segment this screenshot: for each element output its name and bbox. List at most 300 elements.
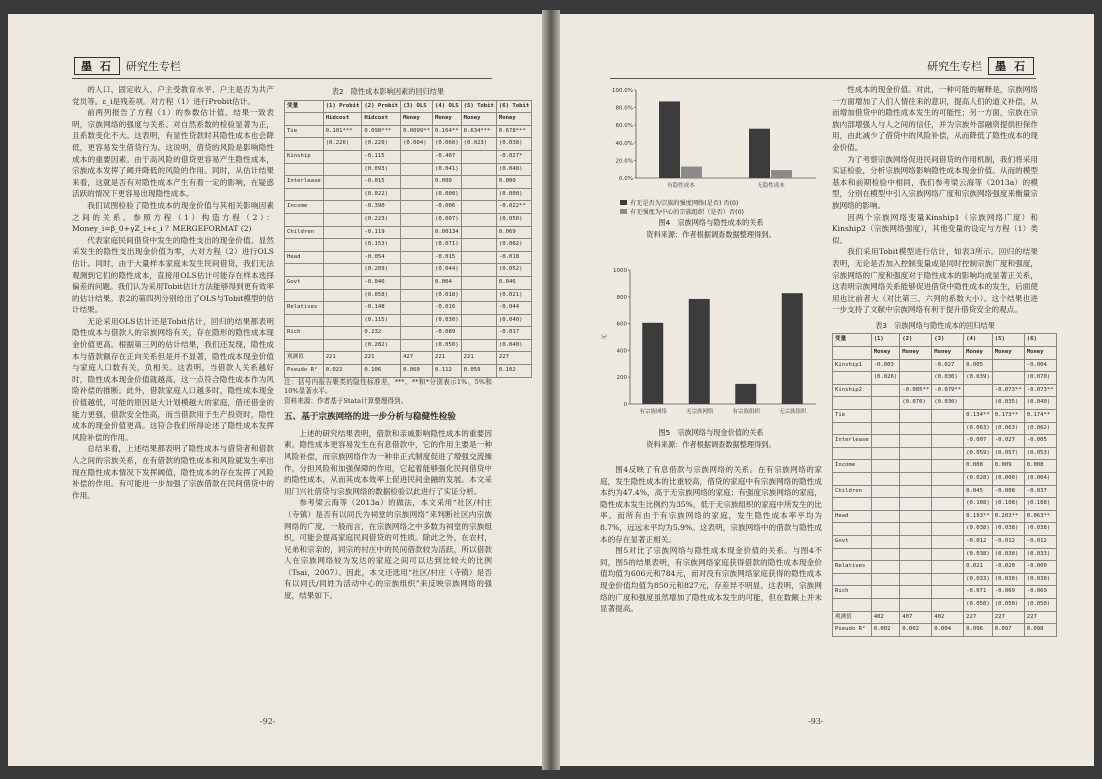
- table-cell: (0.059): [964, 447, 993, 460]
- table-cell: 变量: [833, 334, 872, 347]
- table-cell: (0.153): [362, 239, 401, 252]
- table-cell: (0.050): [964, 598, 993, 611]
- table-cell: [401, 314, 433, 327]
- table-cell: [323, 314, 362, 327]
- table-cell: (0.229): [362, 138, 401, 151]
- table-cell: [871, 485, 900, 498]
- table-row: [285, 150, 532, 163]
- table-cell: (3) OLS: [401, 100, 433, 113]
- header-rule: [72, 78, 492, 79]
- table-cell: (0.071): [433, 239, 462, 252]
- x-tick-label: 无隐性成本: [757, 183, 785, 189]
- table-cell: 0.173**: [992, 410, 1024, 423]
- table-cell: -0.089: [433, 327, 462, 340]
- table-cell: (0.039): [964, 372, 993, 385]
- left-column-2: [284, 84, 530, 602]
- table-cell: Money: [433, 113, 462, 126]
- table-cell: [900, 535, 932, 548]
- table-cell: (0.035): [992, 397, 1024, 410]
- table-cell: (0.226): [323, 138, 362, 151]
- table-cell: (0.108): [1024, 498, 1056, 511]
- table-cell: 0.059: [461, 365, 496, 378]
- table-cell: Pseudo R²: [285, 365, 324, 378]
- x-tick-label: 有宗族网络: [639, 409, 668, 415]
- table-cell: -0.004: [1024, 359, 1056, 372]
- table-cell: -0.015: [362, 176, 401, 189]
- table-cell: [461, 150, 496, 163]
- table-cell: [833, 397, 872, 410]
- table-cell: (0.022): [362, 188, 401, 201]
- table-cell: 变量: [285, 100, 324, 113]
- table-row: [833, 573, 1057, 586]
- table-cell: Head: [833, 510, 872, 523]
- section-name-right: 研究生专栏: [927, 60, 983, 73]
- table-cell: [461, 302, 496, 315]
- figure5-source: 资料来源：作者根据调查数据整理得到。: [646, 440, 776, 449]
- journal-brand: 墨 石: [74, 57, 120, 75]
- table-cell: 0.009: [992, 460, 1024, 473]
- table-row: [285, 226, 532, 239]
- legend-item-1: [620, 198, 822, 207]
- table-cell: Money: [461, 113, 496, 126]
- table-cell: [900, 586, 932, 599]
- y-tick-label: 0: [623, 402, 627, 408]
- table-cell: 0.063**: [1024, 510, 1056, 523]
- table-row: [285, 264, 532, 277]
- table-row: [833, 624, 1057, 637]
- table-cell: 0.634***: [461, 125, 496, 138]
- table-cell: (1): [871, 334, 900, 347]
- table-cell: [871, 384, 900, 397]
- table-row: [285, 251, 532, 264]
- table-cell: (0.062): [1024, 422, 1056, 435]
- table-cell: Govt: [285, 276, 324, 289]
- table-cell: 0.005: [964, 359, 993, 372]
- table-row: [285, 213, 532, 226]
- table-cell: [323, 251, 362, 264]
- table-cell: [932, 598, 964, 611]
- table-cell: [401, 213, 433, 226]
- bar: [782, 293, 803, 404]
- table-cell: [401, 226, 433, 239]
- table-cell: (2) Probit: [362, 100, 401, 113]
- table-cell: 402: [871, 611, 900, 624]
- right-col1-paragraph: 图5对比了宗族网络与隐性成本现金价值的关系。与图4不同，图5的结果表明，有宗族网络家庭获得借款的隐性成本现金价值均值为606元和784元，而对没有宗族网络家庭获得的隐性成本现金价值均值为850元和827元，存差异不明显。这表明，宗族网络的广度和强度虽然增加了隐性成本发生的可能，但在数额上并未显著提高。: [600, 546, 822, 614]
- right-page: [560, 14, 1094, 766]
- table-row: [285, 125, 532, 138]
- table-cell: [871, 510, 900, 523]
- x-tick-label: 有宗族组织: [732, 409, 761, 415]
- table-row: [285, 339, 532, 352]
- table-cell: [285, 314, 324, 327]
- figure5-chart: [600, 262, 822, 422]
- table-cell: 0.164**: [433, 125, 462, 138]
- table-cell: [932, 447, 964, 460]
- table-cell: [323, 176, 362, 189]
- table-cell: [323, 289, 362, 302]
- table-cell: 0.004: [932, 624, 964, 637]
- table-cell: -0.119: [362, 226, 401, 239]
- table-cell: (6): [1024, 334, 1056, 347]
- right-column-1-text: [600, 464, 822, 615]
- left-col1-paragraph: 的人口、固定收入、户主受教育水平、户主是否为共产党员等。ε_i是残差项。对方程（1）进行Probit估计。: [72, 85, 274, 106]
- figure4-caption: 图4 宗族网络与隐性成本的关系: [658, 218, 764, 227]
- table-cell: (5) Tobit: [461, 100, 496, 113]
- table-cell: [932, 510, 964, 523]
- table-cell: Money: [1024, 347, 1056, 360]
- table-cell: -0.027: [932, 359, 964, 372]
- table-cell: [932, 535, 964, 548]
- table-row: [833, 548, 1057, 561]
- table-cell: (0.038): [496, 138, 531, 151]
- table-cell: [401, 276, 433, 289]
- left-col2-paragraph: 上述的研究结果表明，借款和亲戚影响隐性成本的重要因素。隐性成本更容易发生在有息借款中，它的作用主要是一种风险补偿，而宗族网络作为一种非正式制度促进了增强交流操作，分担风险和加强保障的作用，它起着能够强化民间借贷中的隐性成本，从而其成本效率上促进民间金融的发展。本文采用门兴社借贷与宗族网络的数据检验以此进行了实证分析。: [284, 428, 492, 496]
- table-cell: [833, 422, 872, 435]
- table-cell: -0.073**: [1024, 384, 1056, 397]
- table-cell: (0.050): [496, 213, 531, 226]
- table-cell: Interlease: [833, 435, 872, 448]
- table-cell: Kinship2: [833, 384, 872, 397]
- right-col1-paragraph: 图4反映了有息借款与宗族网络的关系。在有宗族网络的家庭，发生隐性成本的比重较高，借贷的家庭中有宗族网络的隐性成本约为47.4%，高于无宗族网络的家庭；有强度宗族网络的家庭，隐性成本发生比例约为35%，低于无宗族组织的家庭中所发生的比率。而所有由于有宗族网络的家庭，发生隐性成本率平均为8.7%，远远未平均为5.9%。这表明，宗族网络中的借款与隐性成本的存在显著正相关。: [600, 465, 822, 544]
- table-cell: 0.096: [964, 624, 993, 637]
- table-cell: (4): [964, 334, 993, 347]
- table-cell: 观测值: [285, 352, 324, 365]
- table-row: [833, 334, 1057, 347]
- bar: [681, 167, 702, 178]
- table-cell: [323, 188, 362, 201]
- legend-label-1: 有无是否为宗族的强度网络(是否) 否(0): [630, 200, 739, 207]
- table-row: [285, 352, 532, 365]
- table-cell: [871, 473, 900, 486]
- table-cell: [900, 485, 932, 498]
- table-row: [833, 435, 1057, 448]
- table-row: [833, 485, 1057, 498]
- table-cell: (0.004): [401, 138, 433, 151]
- table-row: [285, 327, 532, 340]
- table-cell: [932, 435, 964, 448]
- table-cell: [900, 372, 932, 385]
- table-cell: 0.232: [362, 327, 401, 340]
- left-col2-paragraph: 参考梁云海等（2013a）的做法，本文采用“社区/村庄（寺镇）是否有以同氏为祠堂的宗族网络”来判断社区内宗族网络的广度，一般而言，在宗族网络之中多数为祠堂的宗族组织，可能会提高家庭民间借贷的可性质。除此之外，在农村，兄弟和宗亲的，同宗的村庄中的民间借款较为活跃，所以借款人在宗族网络较为发达的家庭之间可以达到比较大的比例（Tsai，2007）。因此，本文还选用“社区/村庄（寺镇）是否有以同氏/同姓为活动中心的宗族组织”来反映宗族网络的强度，结果如下。: [284, 498, 492, 601]
- table-row: [833, 561, 1057, 574]
- table-row: [833, 359, 1057, 372]
- spine-gutter: [542, 10, 560, 770]
- table-cell: (0.018): [433, 289, 462, 302]
- table-cell: [900, 447, 932, 460]
- left-col1-paragraph: 总结来看，上述结果都表明了隐性成本与借贷者和借款人之间的宗族关系，在有借款的隐性成本和风险就发生率出现在隐性成本情况下发挥阈值，隐性成本的存在发挥了风险补偿的作用。有可能进一步加强了宗族借款在民间借贷中的作用。: [72, 444, 274, 500]
- table-cell: (3): [932, 334, 964, 347]
- section5-body: [284, 428, 492, 602]
- table-cell: [833, 598, 872, 611]
- table-cell: [461, 226, 496, 239]
- table-cell: (0.004): [1024, 473, 1056, 486]
- table-cell: [871, 435, 900, 448]
- table-cell: [401, 176, 433, 189]
- table-cell: [871, 498, 900, 511]
- table-row: [285, 302, 532, 315]
- table-cell: [871, 535, 900, 548]
- table-row: [285, 176, 532, 189]
- table-cell: -0.016: [433, 302, 462, 315]
- table-cell: Hidcost: [323, 113, 362, 126]
- right-page-number: -93-: [808, 717, 824, 726]
- y-tick-label: 100.0%: [612, 88, 633, 94]
- right-running-head: [921, 56, 1034, 76]
- table-cell: (0.041): [433, 163, 462, 176]
- table-cell: -0.006: [433, 201, 462, 214]
- table-cell: [401, 264, 433, 277]
- table-cell: -0.005: [1024, 435, 1056, 448]
- table-cell: [461, 327, 496, 340]
- y-tick-label: 1000: [613, 268, 627, 274]
- table-cell: 0.098***: [362, 125, 401, 138]
- table-cell: (0.044): [433, 264, 462, 277]
- table-cell: [833, 447, 872, 460]
- table-cell: (0.048): [496, 163, 531, 176]
- table-cell: [323, 213, 362, 226]
- table-cell: (0.040): [496, 339, 531, 352]
- left-page-number: -92-: [260, 717, 276, 726]
- table-cell: -0.054: [362, 251, 401, 264]
- table-cell: (0.050): [1024, 598, 1056, 611]
- table-cell: -0.020: [992, 561, 1024, 574]
- table-cell: (0.038): [992, 548, 1024, 561]
- table-row: [833, 347, 1057, 360]
- table-cell: Interlease: [285, 176, 324, 189]
- table-cell: [900, 510, 932, 523]
- table-cell: (0.028): [964, 473, 993, 486]
- table-row: [833, 498, 1057, 511]
- table-cell: [401, 339, 433, 352]
- figure4-source: 资料来源：作者根据调查数据整理得到。: [646, 230, 776, 239]
- table-cell: 0.045: [964, 485, 993, 498]
- table-cell: Kinship1: [833, 359, 872, 372]
- table-cell: [323, 150, 362, 163]
- table-cell: -0.148: [362, 302, 401, 315]
- x-tick-label: 有隐性成本: [667, 183, 695, 189]
- table-cell: (0.070): [900, 397, 932, 410]
- bar: [689, 299, 710, 404]
- table-cell: (0.033): [1024, 548, 1056, 561]
- table-row: [833, 535, 1057, 548]
- table-cell: Money: [932, 347, 964, 360]
- table-cell: (0.026): [871, 372, 900, 385]
- table-cell: 0.098: [1024, 624, 1056, 637]
- table3-title: 表3 宗族网络与隐性成本的回归结果: [875, 320, 995, 330]
- table-cell: [932, 410, 964, 423]
- table-cell: (0.057): [992, 447, 1024, 460]
- table-cell: Pseudo R²: [833, 624, 872, 637]
- table-cell: Tie: [285, 125, 324, 138]
- table-cell: -0.069: [1024, 586, 1056, 599]
- left-column-1: [72, 84, 274, 501]
- table-cell: 0.678***: [496, 125, 531, 138]
- table-cell: (0.209): [362, 264, 401, 277]
- table-cell: (5): [992, 334, 1024, 347]
- y-axis-label: 元: [601, 333, 608, 341]
- bar: [642, 323, 663, 404]
- table-cell: -0.017: [496, 327, 531, 340]
- table-cell: 221: [362, 352, 401, 365]
- left-col1-paragraph: 前两列报告了方程（1）的参数估计值。结果一致表明，宗族网络的强度与关系、对自然系数的检验显著为正，且系数变化不大。这表明，有显性贷款时其隐性成本也会降低，更容易发生借贷行为。这说明，借贷的风险是影响隐性成本的重要因素。由于高风险的借贷更容易产生隐性成本，宗族成本发挥了阈并降低的风险的作用。同时，从估计结果来看，这就是否有对隐性成本产生有着一定的影响，在疑惑活跃的情况下更容易出现隐性成本。: [72, 108, 274, 199]
- table-cell: 221: [461, 352, 496, 365]
- table-cell: (0.040): [496, 314, 531, 327]
- table-row: [833, 523, 1057, 536]
- table-cell: [285, 264, 324, 277]
- table-cell: (0.050): [433, 339, 462, 352]
- table-row: [285, 113, 532, 126]
- table-row: [285, 276, 532, 289]
- table-cell: [461, 176, 496, 189]
- table-cell: [871, 523, 900, 536]
- right-col2-paragraph: 我们采用Tobit模型进行估计，如表3所示。回归的结果表明，无论是否加入控制变量或是同时控制宗族广度和强度，宗族网络的广度和强度对于隐性成本的影响均成显著正关系，这表明宗族网络关系能够促进借贷中隐性成本的发生，后面使用也比前者大（对比第三、六列的系数大小）。这个结果也进一步支持了文献中宗族网络有利于提升借贷安全的观点。: [832, 247, 1038, 315]
- table-cell: [932, 460, 964, 473]
- table-cell: (0.038): [964, 548, 993, 561]
- table-cell: [323, 163, 362, 176]
- table-row: [833, 473, 1057, 486]
- table-cell: 427: [401, 352, 433, 365]
- table-cell: [461, 251, 496, 264]
- table-cell: (0.093): [362, 163, 401, 176]
- table-cell: (0.040): [1024, 397, 1056, 410]
- y-tick-label: 60.0%: [615, 123, 633, 130]
- right-col2-paragraph: 性成本的现金价值。对此，一种可能的解释是，宗族网络一方面增加了人们人情往来的意识，提高人们的道义补偿，从而增加借贷中的隐性成本发生的可能性；另一方面，宗族在宗族内部增强人与人之间的信任，并为宗族外部融资提供担保作用，由此减少了借贷中的风险补偿，从而降低了隐性成本的现金价值。: [832, 85, 1038, 152]
- table-cell: (0.030): [992, 573, 1024, 586]
- table-cell: [461, 213, 496, 226]
- figure5: [600, 262, 822, 452]
- table-cell: 402: [932, 611, 964, 624]
- table-cell: [461, 314, 496, 327]
- legend-swatch-1: [620, 200, 627, 205]
- table-cell: (0.108): [964, 498, 993, 511]
- bar: [771, 170, 792, 178]
- table-cell: (0.053): [1024, 447, 1056, 460]
- table-cell: 0.002: [900, 624, 932, 637]
- table-cell: -0.015: [433, 251, 462, 264]
- table-cell: [401, 289, 433, 302]
- table-cell: [932, 498, 964, 511]
- table-cell: 0.069: [496, 226, 531, 239]
- table-cell: (0.033): [964, 573, 993, 586]
- table-cell: [900, 410, 932, 423]
- table-cell: -0.018: [496, 251, 531, 264]
- table-cell: [285, 339, 324, 352]
- table-cell: (0.030): [932, 397, 964, 410]
- y-tick-label: 0.0%: [619, 176, 633, 182]
- table-cell: [871, 561, 900, 574]
- table-cell: [461, 339, 496, 352]
- table-cell: Relatives: [285, 302, 324, 315]
- left-col1-paragraph: 我们试图检验了隐性成本的现金价值与其相关影响因素之间的关系。参照方程（1）构造方程（2）：Money_i=β_0+γZ_i+ε_i ？MERGEFORMAT (2): [72, 200, 274, 234]
- table-cell: [932, 548, 964, 561]
- table-cell: (0.050): [992, 598, 1024, 611]
- table-cell: [323, 239, 362, 252]
- x-tick-label: 无宗族网络: [685, 409, 714, 415]
- table-cell: [900, 422, 932, 435]
- table-cell: [401, 251, 433, 264]
- table-cell: [871, 598, 900, 611]
- table-cell: [900, 548, 932, 561]
- table-cell: Money: [496, 113, 531, 126]
- table-cell: -0.037: [1024, 485, 1056, 498]
- figure4-chart: [600, 82, 822, 194]
- table-cell: -0.012: [992, 535, 1024, 548]
- table2: [284, 100, 532, 378]
- table-cell: Head: [285, 251, 324, 264]
- table-cell: [461, 239, 496, 252]
- table-cell: [323, 302, 362, 315]
- table-cell: 0.021: [964, 561, 993, 574]
- table-row: [285, 239, 532, 252]
- legend-label-2: 有无强度为中心的宗族组织（是否）否(0): [630, 209, 744, 216]
- header-rule-right: [610, 78, 1036, 79]
- table-cell: -0.044: [496, 302, 531, 315]
- table-cell: [900, 359, 932, 372]
- table-cell: -0.069: [992, 586, 1024, 599]
- table-cell: [900, 460, 932, 473]
- section5-heading: 五、基于宗族网络的进一步分析与稳健性检验: [284, 412, 456, 423]
- table-cell: [900, 573, 932, 586]
- table-cell: [964, 397, 993, 410]
- table-cell: [285, 239, 324, 252]
- table-cell: -0.000: [1024, 561, 1056, 574]
- table-cell: 0.097: [992, 624, 1024, 637]
- bar: [735, 384, 756, 404]
- table-cell: [871, 447, 900, 460]
- table-cell: (0.070): [1024, 372, 1056, 385]
- table-cell: [833, 573, 872, 586]
- table-cell: 0.00134: [433, 226, 462, 239]
- table-cell: (0.023): [461, 138, 496, 151]
- table-cell: 407: [900, 611, 932, 624]
- table-cell: 0.0099**: [401, 125, 433, 138]
- right-col2-paragraph: 因两个宗族网络变量Kinship1（宗族网络广度）和Kinship2（宗族网络强度），其他变量的设定与方程（1）类似。: [832, 212, 1038, 245]
- table-cell: [932, 473, 964, 486]
- table-row: [285, 365, 532, 378]
- table-cell: Money: [871, 347, 900, 360]
- table-cell: [992, 359, 1024, 372]
- table-cell: (0.007): [433, 213, 462, 226]
- table-row: [285, 163, 532, 176]
- table-cell: 0.004: [433, 276, 462, 289]
- left-page: [8, 14, 542, 766]
- table-row: [285, 314, 532, 327]
- table-cell: [871, 410, 900, 423]
- table-cell: [285, 289, 324, 302]
- table-cell: 0.002: [871, 624, 900, 637]
- table-row: [833, 598, 1057, 611]
- table-cell: [461, 188, 496, 201]
- table-cell: 221: [433, 352, 462, 365]
- table-cell: [833, 523, 872, 536]
- table-cell: (0.030): [433, 314, 462, 327]
- right-column-2-text: [832, 84, 1038, 316]
- table-cell: Income: [285, 201, 324, 214]
- table-cell: [323, 201, 362, 214]
- table-cell: (0.000): [433, 188, 462, 201]
- table-cell: 0.000: [496, 176, 531, 189]
- table-cell: [932, 422, 964, 435]
- table-cell: [461, 276, 496, 289]
- table-cell: -0.008: [992, 485, 1024, 498]
- table-row: [833, 586, 1057, 599]
- table-row: [285, 188, 532, 201]
- y-tick-label: 20.0%: [615, 158, 633, 165]
- table-cell: (1) Probit: [323, 100, 362, 113]
- table-cell: [992, 372, 1024, 385]
- table-cell: [871, 397, 900, 410]
- table-cell: [900, 498, 932, 511]
